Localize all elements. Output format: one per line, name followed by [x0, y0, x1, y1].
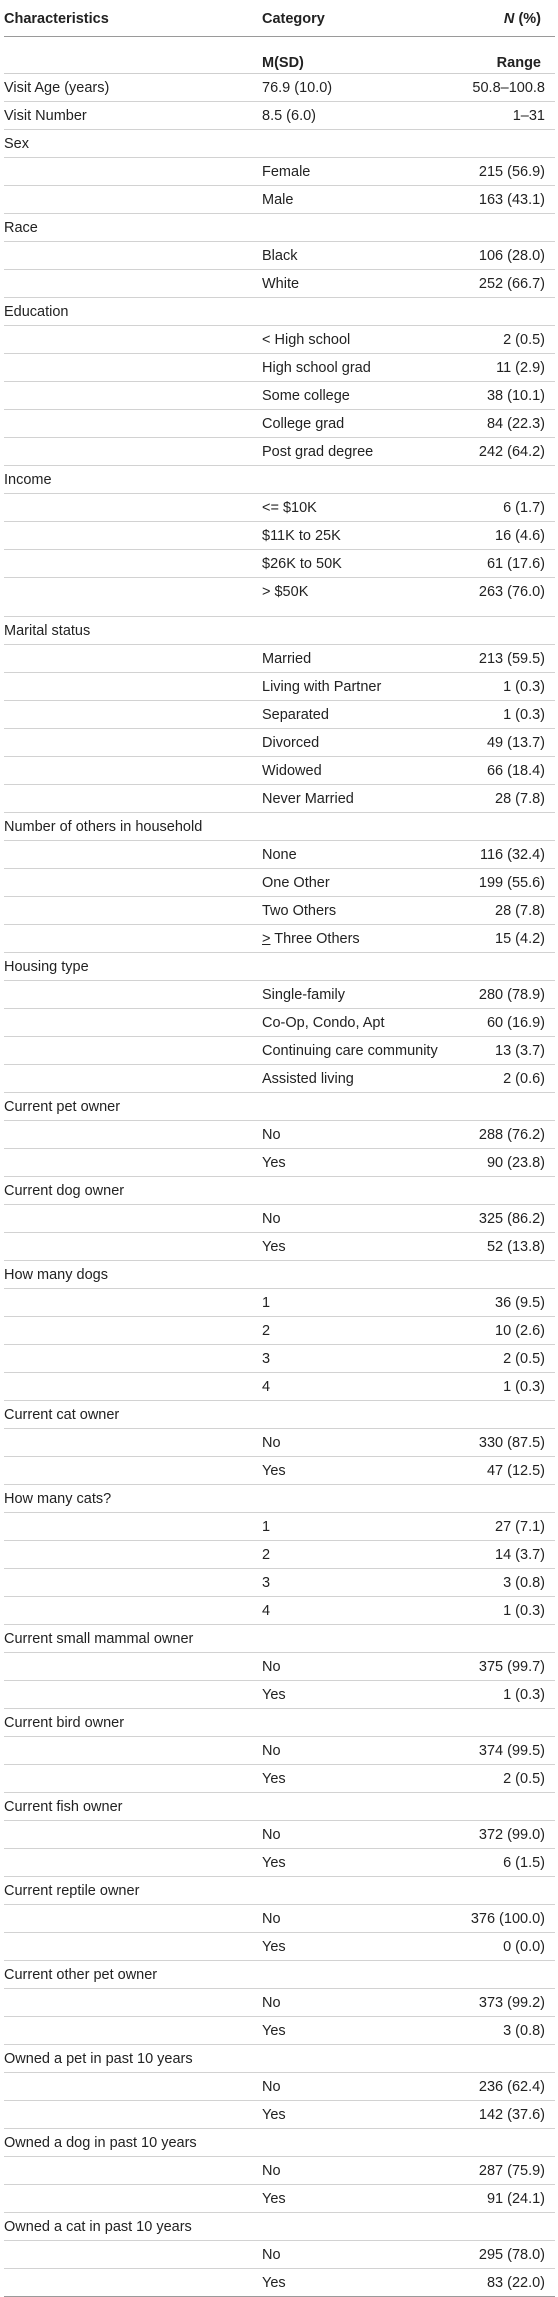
cell-category: Yes — [262, 1155, 286, 1171]
cell-category: No — [262, 2079, 281, 2095]
table-row — [4, 214, 555, 242]
cell-characteristic: Visit Age (years) — [4, 80, 110, 96]
cell-value: 0 (0.0) — [503, 1939, 545, 1955]
table-row — [4, 1317, 555, 1345]
cell-characteristic: Current fish owner — [4, 1799, 123, 1815]
table-row — [4, 1709, 555, 1737]
table-row — [4, 785, 555, 813]
cell-value: 236 (62.4) — [478, 2079, 545, 2095]
cell-value: 28 (7.8) — [495, 791, 545, 807]
cell-characteristic: Owned a dog in past 10 years — [4, 2135, 197, 2151]
table-header — [4, 0, 555, 37]
cell-characteristic: How many dogs — [4, 1267, 108, 1283]
table-row — [4, 1681, 555, 1709]
cell-value: 1 (0.3) — [503, 1687, 545, 1703]
cell-value: 6 (1.7) — [503, 500, 545, 516]
cell-value: 36 (9.5) — [495, 1295, 545, 1311]
cell-category: Black — [262, 248, 298, 264]
cell-characteristic: Race — [4, 220, 38, 236]
cell-category: None — [262, 847, 297, 863]
header-category: Category — [262, 11, 325, 27]
cell-category: Yes — [262, 1771, 286, 1787]
table-row — [4, 2185, 555, 2213]
cell-category: 2 — [262, 1323, 271, 1339]
table-row — [4, 1737, 555, 1765]
cell-value: 330 (87.5) — [478, 1435, 545, 1451]
table-row — [4, 701, 555, 729]
cell-value: 38 (10.1) — [486, 388, 545, 404]
table-row — [4, 1037, 555, 1065]
subheader-range: Range — [496, 55, 541, 71]
cell-category: 1 — [262, 1519, 271, 1535]
table-row — [4, 382, 555, 410]
table-row — [4, 2073, 555, 2101]
table-row — [4, 578, 555, 617]
cell-value: 1–31 — [512, 108, 545, 124]
cell-category: Single-family — [262, 987, 345, 1003]
header-pct: (%) — [518, 11, 541, 27]
table-row — [4, 2017, 555, 2045]
cell-category: Yes — [262, 2275, 286, 2291]
cell-value: 90 (23.8) — [486, 1155, 545, 1171]
table-row — [4, 550, 555, 578]
table-row — [4, 1821, 555, 1849]
cell-value: 15 (4.2) — [495, 931, 545, 947]
cell-category: 3 — [262, 1575, 271, 1591]
cell-category: 4 — [262, 1379, 271, 1395]
cell-value: 287 (75.9) — [478, 2163, 545, 2179]
cell-category: Assisted living — [262, 1071, 354, 1087]
cell-value: 372 (99.0) — [478, 1827, 545, 1843]
cell-category: Yes — [262, 1855, 286, 1871]
table-row — [4, 522, 555, 550]
table-row — [4, 1485, 555, 1513]
table-row — [4, 1597, 555, 1625]
cell-category: 4 — [262, 1603, 271, 1619]
table-row — [4, 1849, 555, 1877]
cell-category: Yes — [262, 2191, 286, 2207]
table-row — [4, 130, 555, 158]
cell-category: Living with Partner — [262, 679, 382, 695]
table-row — [4, 410, 555, 438]
cell-characteristic: Current dog owner — [4, 1183, 125, 1199]
cell-value: 1 (0.3) — [503, 1379, 545, 1395]
table-row — [4, 1261, 555, 1289]
cell-characteristic: Current pet owner — [4, 1099, 121, 1115]
cell-value: 116 (32.4) — [479, 847, 545, 863]
table-row — [4, 1457, 555, 1485]
cell-value: 13 (3.7) — [495, 1043, 545, 1059]
table-row — [4, 1065, 555, 1093]
cell-value: 1 (0.3) — [503, 707, 545, 723]
cell-value: 242 (64.2) — [478, 444, 545, 460]
table-row — [4, 186, 555, 214]
table-row — [4, 2129, 555, 2157]
cell-characteristic: Income — [4, 472, 52, 488]
cell-category: <= $10K — [262, 500, 317, 516]
cell-category: Widowed — [262, 763, 322, 779]
cell-characteristic: Owned a cat in past 10 years — [4, 2219, 192, 2235]
cell-value: 288 (76.2) — [478, 1127, 545, 1143]
cell-value: 106 (28.0) — [478, 248, 545, 264]
table-row — [4, 1905, 555, 1933]
header-n-percent — [504, 11, 541, 27]
cell-category: Yes — [262, 1687, 286, 1703]
table-row — [4, 757, 555, 785]
cell-value: 27 (7.1) — [495, 1519, 545, 1535]
table-row — [4, 298, 555, 326]
table-row — [4, 869, 555, 897]
cell-characteristic: How many cats? — [4, 1491, 112, 1507]
table-row — [4, 1149, 555, 1177]
cell-category: Separated — [262, 707, 329, 723]
cell-value: 61 (17.6) — [486, 556, 545, 572]
table-row — [4, 1877, 555, 1905]
cell-category: No — [262, 1435, 281, 1451]
cell-value: 6 (1.5) — [503, 1855, 545, 1871]
cell-value: 3 (0.8) — [503, 2023, 545, 2039]
cell-value: 199 (55.6) — [478, 875, 545, 891]
table-row — [4, 617, 555, 645]
table-row — [4, 270, 555, 298]
cell-value: 2 (0.5) — [503, 1351, 545, 1367]
cell-category: Two Others — [262, 903, 337, 919]
cell-category: Male — [262, 192, 294, 208]
cell-category: Yes — [262, 2023, 286, 2039]
cell-characteristic: Current other pet owner — [4, 1967, 158, 1983]
cell-value: 10 (2.6) — [495, 1323, 545, 1339]
table-row — [4, 841, 555, 869]
cell-category: No — [262, 2163, 281, 2179]
cell-category: < High school — [262, 332, 351, 348]
cell-value: 83 (22.0) — [486, 2275, 545, 2291]
cell-category: One Other — [262, 875, 330, 891]
table-row — [4, 1961, 555, 1989]
cell-value: 2 (0.6) — [503, 1071, 545, 1087]
table-row — [4, 1233, 555, 1261]
cell-value: 2 (0.5) — [503, 1771, 545, 1787]
table-row — [4, 1121, 555, 1149]
table-row — [4, 813, 555, 841]
table-row — [4, 897, 555, 925]
table-row — [4, 494, 555, 522]
cell-category: High school grad — [262, 360, 371, 376]
cell-prefix: > — [262, 931, 271, 947]
cell-category: Yes — [262, 1239, 286, 1255]
cell-category: No — [262, 2247, 281, 2263]
cell-value: 1 (0.3) — [503, 1603, 545, 1619]
table-row — [4, 354, 555, 382]
cell-value: 263 (76.0) — [478, 584, 545, 600]
table-row — [4, 2241, 555, 2269]
cell-characteristic: Number of others in household — [4, 819, 203, 835]
cell-characteristic: Current small mammal owner — [4, 1631, 194, 1647]
table-row — [4, 1541, 555, 1569]
table-row — [4, 158, 555, 186]
table-row — [4, 1009, 555, 1037]
cell-category: No — [262, 1911, 281, 1927]
cell-category: Yes — [262, 1939, 286, 1955]
table-body — [4, 74, 555, 2297]
cell-value: 47 (12.5) — [486, 1463, 545, 1479]
cell-value: 11 (2.9) — [496, 360, 545, 376]
header-n: N — [503, 11, 515, 27]
table-row — [4, 2101, 555, 2129]
table-row — [4, 925, 555, 953]
table-row — [4, 1625, 555, 1653]
cell-text: Three Others — [274, 931, 360, 947]
table-row — [4, 326, 555, 354]
cell-category: 76.9 (10.0) — [262, 80, 333, 96]
cell-value: 2 (0.5) — [503, 332, 545, 348]
table-row — [4, 1345, 555, 1373]
table-row — [4, 466, 555, 494]
cell-characteristic: Marital status — [4, 623, 91, 639]
table-row — [4, 2213, 555, 2241]
table-row — [4, 102, 555, 130]
table-row — [4, 74, 555, 102]
table-row — [4, 1289, 555, 1317]
cell-category: No — [262, 1743, 281, 1759]
cell-category: No — [262, 1659, 281, 1675]
cell-characteristic: Sex — [4, 136, 29, 152]
cell-value: 60 (16.9) — [486, 1015, 545, 1031]
table-row — [4, 673, 555, 701]
subheader-msd: M(SD) — [262, 55, 304, 71]
table-row — [4, 1569, 555, 1597]
cell-characteristic: Owned a pet in past 10 years — [4, 2051, 193, 2067]
cell-category: Married — [262, 651, 312, 667]
cell-category: Divorced — [262, 735, 320, 751]
cell-value: 252 (66.7) — [478, 276, 545, 292]
table-row — [4, 1177, 555, 1205]
table-row — [4, 1989, 555, 2017]
cell-category: 3 — [262, 1351, 271, 1367]
cell-category — [262, 931, 360, 947]
cell-category: $26K to 50K — [262, 556, 342, 572]
cell-category: College grad — [262, 416, 345, 432]
table-row — [4, 1401, 555, 1429]
cell-category: No — [262, 1827, 281, 1843]
cell-category: No — [262, 1127, 281, 1143]
table-row — [4, 1765, 555, 1793]
cell-category: No — [262, 1211, 281, 1227]
table-row — [4, 645, 555, 673]
cell-category: Yes — [262, 2107, 286, 2123]
cell-value: 66 (18.4) — [486, 763, 545, 779]
cell-category: Post grad degree — [262, 444, 374, 460]
table-row — [4, 438, 555, 466]
cell-value: 374 (99.5) — [478, 1743, 545, 1759]
cell-category: > $50K — [262, 584, 309, 600]
cell-category: Some college — [262, 388, 350, 404]
cell-characteristic: Housing type — [4, 959, 89, 975]
cell-category: Continuing care community — [262, 1043, 438, 1059]
cell-value: 376 (100.0) — [470, 1911, 545, 1927]
cell-characteristic: Education — [4, 304, 69, 320]
table-row — [4, 2045, 555, 2073]
cell-characteristic: Current bird owner — [4, 1715, 125, 1731]
cell-category: 2 — [262, 1547, 271, 1563]
table-row — [4, 1653, 555, 1681]
cell-category: $11K to 25K — [262, 528, 341, 544]
table-row — [4, 1205, 555, 1233]
cell-value: 28 (7.8) — [495, 903, 545, 919]
table-row — [4, 2157, 555, 2185]
table-row — [4, 1429, 555, 1457]
table-row — [4, 1933, 555, 1961]
cell-value: 375 (99.7) — [478, 1659, 545, 1675]
cell-value: 14 (3.7) — [495, 1547, 545, 1563]
cell-characteristic: Current cat owner — [4, 1407, 120, 1423]
cell-category: Yes — [262, 1463, 286, 1479]
cell-category: 1 — [262, 1295, 271, 1311]
header-characteristics: Characteristics — [4, 11, 109, 27]
cell-value: 84 (22.3) — [486, 416, 545, 432]
table-row — [4, 1793, 555, 1821]
table-subheader — [4, 37, 555, 74]
table-row — [4, 1513, 555, 1541]
cell-category: 8.5 (6.0) — [262, 108, 316, 124]
table-row — [4, 1373, 555, 1401]
cell-value: 163 (43.1) — [478, 192, 545, 208]
cell-value: 215 (56.9) — [478, 164, 545, 180]
cell-value: 213 (59.5) — [478, 651, 545, 667]
cell-characteristic: Current reptile owner — [4, 1883, 140, 1899]
cell-category: Never Married — [262, 791, 354, 807]
cell-value: 295 (78.0) — [478, 2247, 545, 2263]
cell-value: 373 (99.2) — [478, 1995, 545, 2011]
cell-value: 50.8–100.8 — [472, 80, 545, 96]
cell-category: Female — [262, 164, 311, 180]
cell-value: 1 (0.3) — [503, 679, 545, 695]
cell-category: Co-Op, Condo, Apt — [262, 1015, 385, 1031]
cell-category: White — [262, 276, 300, 292]
table-row — [4, 729, 555, 757]
cell-value: 91 (24.1) — [486, 2191, 545, 2207]
table-row — [4, 1093, 555, 1121]
cell-value: 3 (0.8) — [503, 1575, 545, 1591]
cell-value: 16 (4.6) — [495, 528, 545, 544]
table-row — [4, 981, 555, 1009]
cell-value: 280 (78.9) — [478, 987, 545, 1003]
table-row — [4, 953, 555, 981]
cell-characteristic: Visit Number — [4, 108, 87, 124]
cell-value: 49 (13.7) — [486, 735, 545, 751]
cell-value: 52 (13.8) — [486, 1239, 545, 1255]
cell-category: No — [262, 1995, 281, 2011]
cell-value: 325 (86.2) — [478, 1211, 545, 1227]
table-row — [4, 2269, 555, 2297]
cell-value: 142 (37.6) — [478, 2107, 545, 2123]
table-row — [4, 242, 555, 270]
